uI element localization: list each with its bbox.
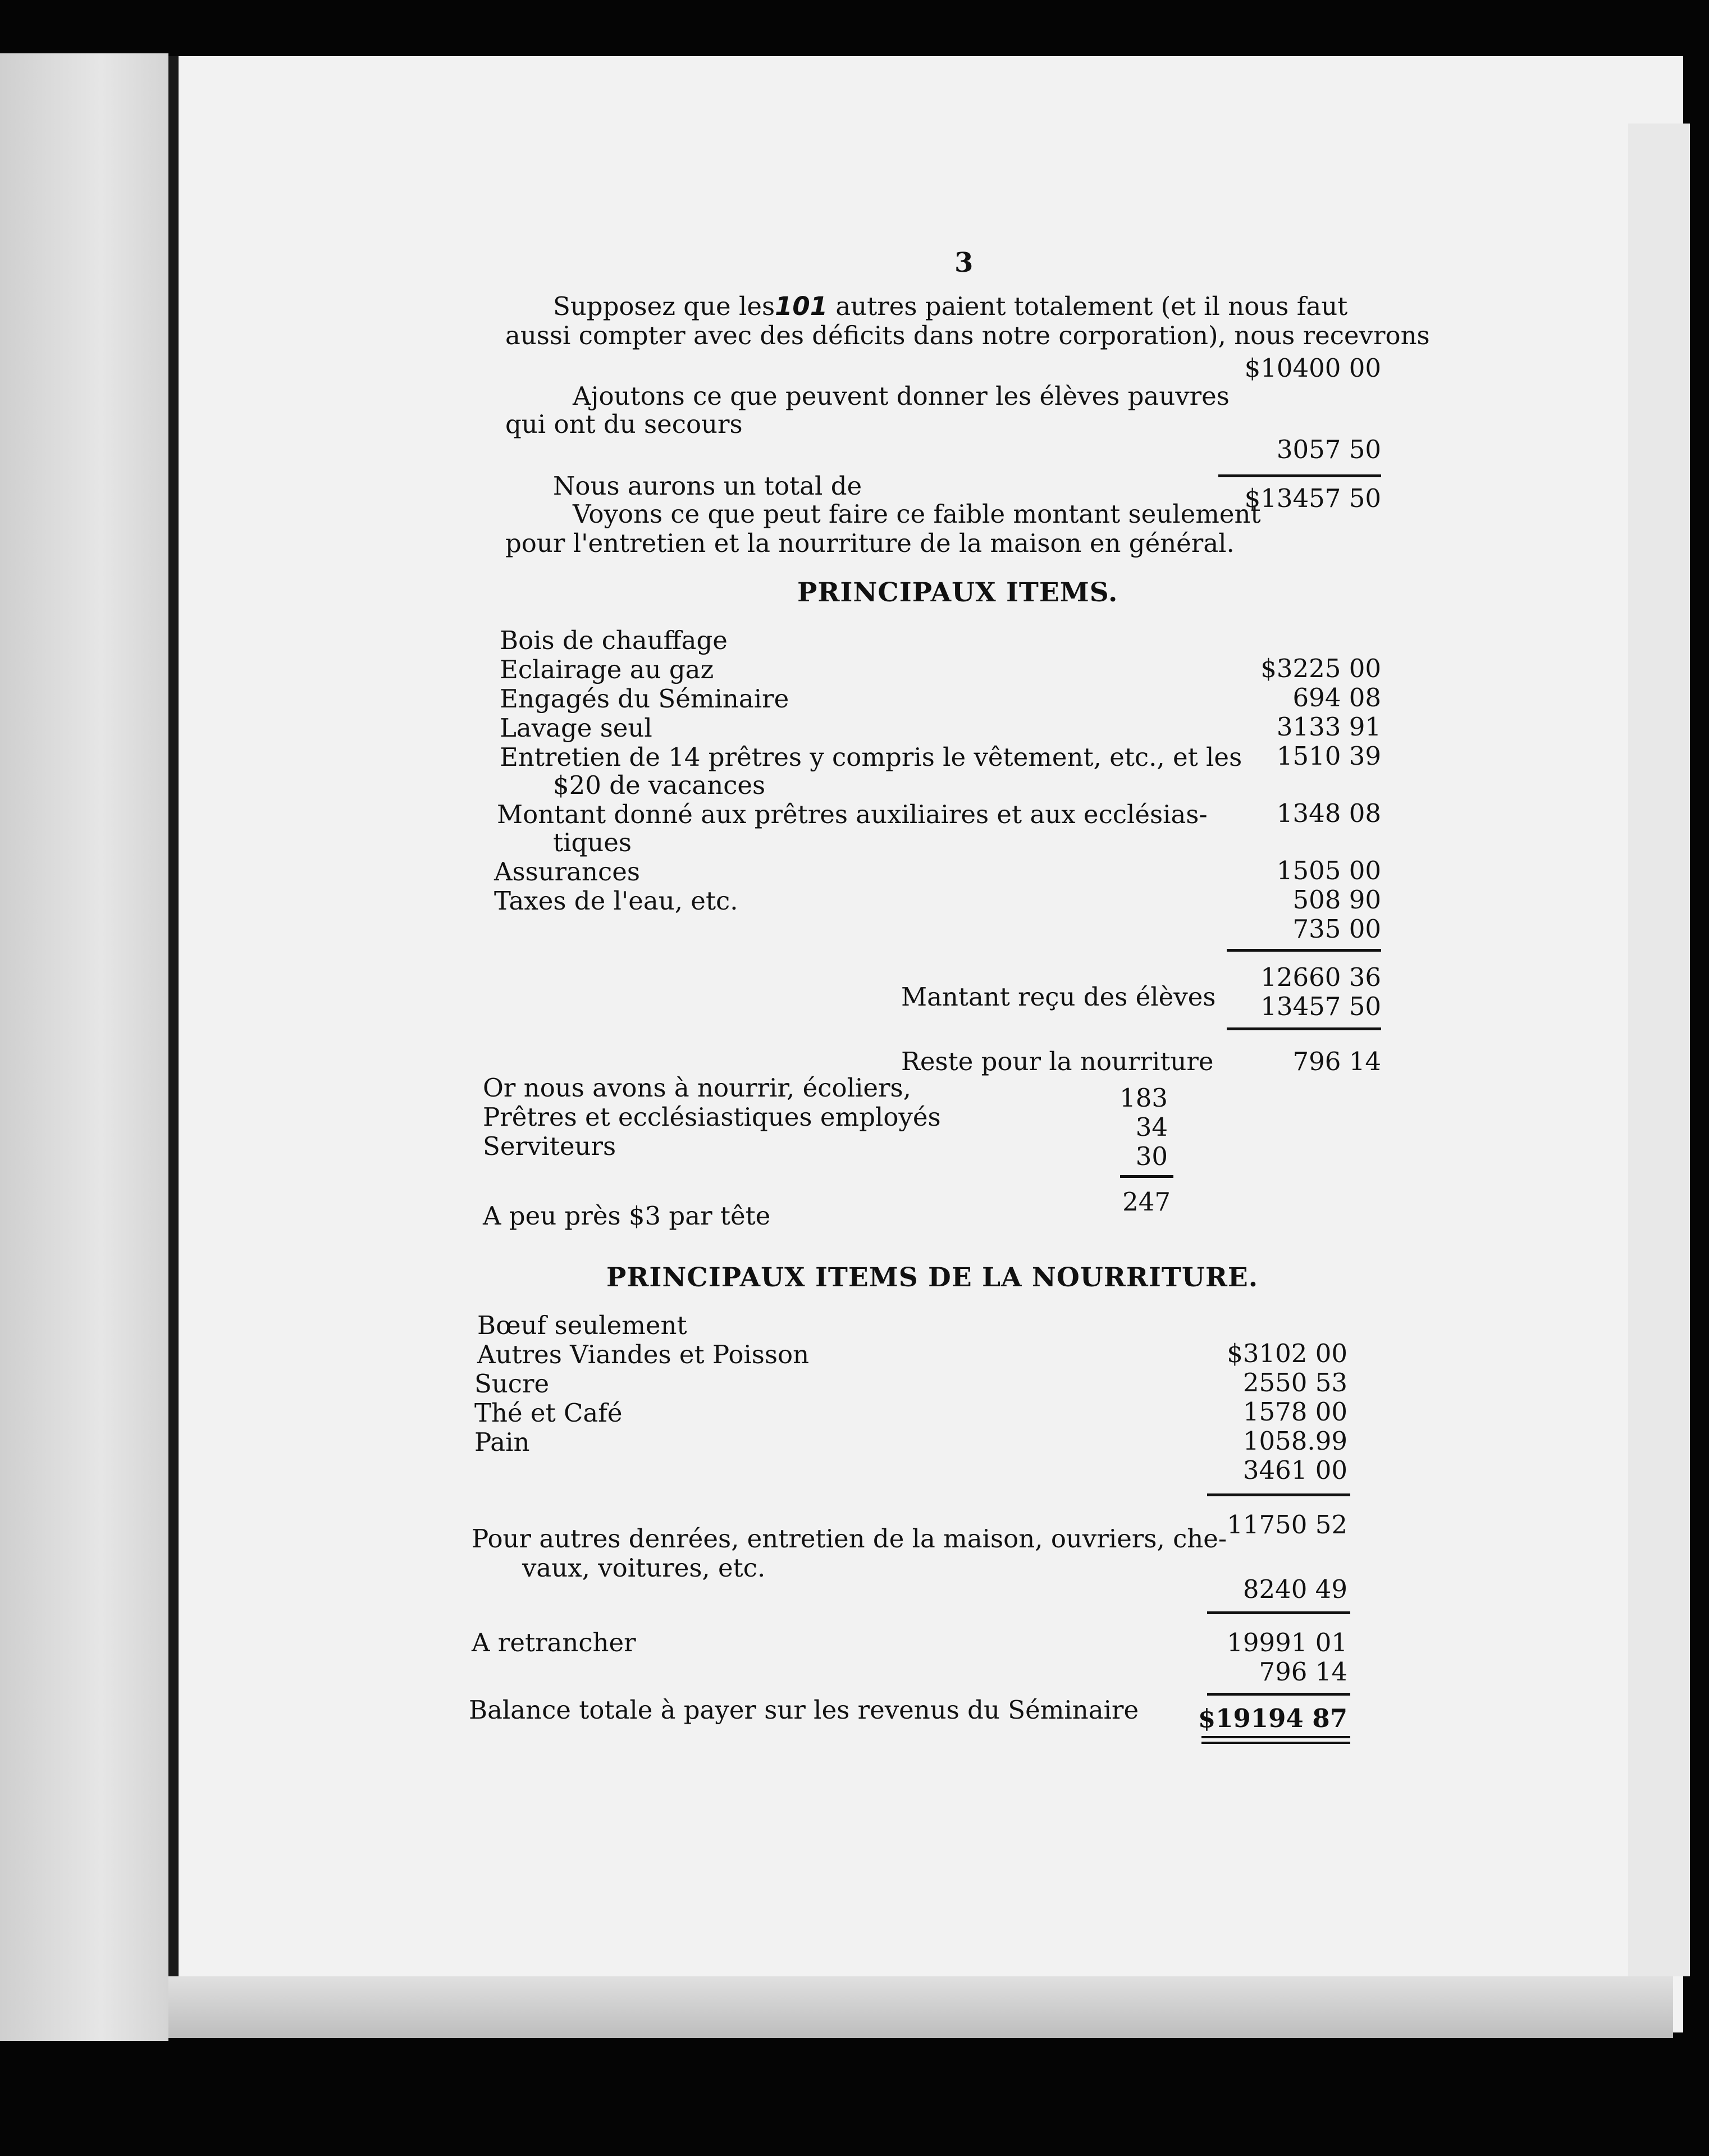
other-line-2: vaux, voitures, etc. — [522, 1553, 766, 1583]
intro-line-2: aussi compter avec des déficits dans notre corporation), nous recevrons — [505, 321, 1430, 350]
item-amount: $3225 00 — [1260, 654, 1381, 683]
rest-amount: 796 14 — [1292, 1047, 1381, 1076]
sum-rule — [1227, 1027, 1381, 1030]
food-item-amount: $3102 00 — [1227, 1339, 1347, 1368]
food-item-label: Pain — [474, 1427, 530, 1457]
people-row-count: 34 — [1135, 1112, 1168, 1142]
item-amount: 1505 00 — [1276, 856, 1381, 885]
item-amount: 735 00 — [1292, 914, 1381, 944]
item-label: Eclairage au gaz — [500, 655, 714, 684]
sum-rule — [1207, 1611, 1350, 1614]
food-item-amount: 1058.99 — [1242, 1426, 1347, 1456]
other-line-1: Pour autres denrées, entretien de la maison, ouvriers, che- — [472, 1524, 1227, 1554]
intro-total-label: Nous aurons un total de — [553, 471, 862, 501]
double-rule-top — [1201, 1736, 1350, 1738]
intro-amount-2: 3057 50 — [1276, 435, 1381, 464]
item-amount: 508 90 — [1292, 885, 1381, 915]
sum-rule — [1207, 1493, 1350, 1496]
food-subtotal: 11750 52 — [1227, 1510, 1347, 1540]
intro-p2-line-1: Ajoutons ce que peuvent donner les élèves pauvres — [573, 381, 1230, 411]
item-label: Taxes de l'eau, etc. — [494, 886, 738, 916]
people-intro: Or nous avons à nourrir, écoliers, — [483, 1073, 911, 1103]
handwritten-number: 101 — [775, 291, 828, 321]
intro-line-1 — [553, 292, 1347, 321]
food-item-label: Thé et Café — [474, 1398, 623, 1428]
item-label: Bois de chauffage — [500, 625, 728, 655]
sum-rule — [1227, 949, 1381, 952]
food-item-amount: 2550 53 — [1242, 1368, 1347, 1397]
food-item-label: Autres Viandes et Poisson — [477, 1340, 810, 1369]
item-label-cont: tiques — [553, 828, 632, 857]
page-bottom-edge — [168, 1976, 1673, 2038]
item-label: Assurances — [494, 857, 640, 887]
intro-total-amount: $13457 50 — [1244, 483, 1381, 513]
total-count: 247 — [1122, 1187, 1171, 1217]
intro-text-a: Supposez que les — [553, 291, 775, 321]
intro-p3-line-2: pour l'entretien et la nourriture de la maison en général. — [505, 528, 1235, 558]
item-amount: 3133 91 — [1276, 712, 1381, 742]
intro-p2-line-2: qui ont du secours — [505, 409, 743, 439]
document-page — [168, 56, 1683, 2032]
item-label: Lavage seul — [500, 713, 652, 743]
section1-subtotal: 12660 36 — [1260, 962, 1381, 992]
per-head-note: A peu près $3 par tête — [483, 1201, 771, 1231]
section1-heading: PRINCIPAUX ITEMS. — [797, 577, 1118, 608]
received-amount: 13457 50 — [1260, 992, 1381, 1021]
intro-amount-1: $10400 00 — [1244, 353, 1381, 383]
food-sum: 19991 01 — [1227, 1628, 1347, 1657]
item-label: Montant donné aux prêtres auxiliaires et aux ecclésias- — [497, 800, 1208, 829]
item-label: Entretien de 14 prêtres y compris le vêtement, etc., et les — [500, 742, 1242, 772]
item-amount: 1510 39 — [1276, 741, 1381, 771]
intro-text-b: autres paient totalement (et il nous faut — [835, 291, 1348, 321]
page-right-margin — [1628, 124, 1690, 1976]
double-rule-bottom — [1201, 1742, 1350, 1744]
food-item-label: Sucre — [474, 1369, 550, 1399]
item-amount: 1348 08 — [1276, 798, 1381, 828]
sum-rule — [1207, 1693, 1350, 1696]
people-row-label: Prêtres et ecclésiastiques employés — [483, 1102, 941, 1132]
deduct-label: A retrancher — [472, 1628, 636, 1657]
rest-label: Reste pour la nourriture — [901, 1047, 1214, 1076]
sum-rule — [1218, 474, 1381, 477]
item-label-cont: $20 de vacances — [553, 770, 766, 800]
other-amount: 8240 49 — [1242, 1574, 1347, 1604]
section2-heading: PRINCIPAUX ITEMS DE LA NOURRITURE. — [606, 1262, 1259, 1293]
food-item-amount: 1578 00 — [1242, 1397, 1347, 1427]
balance-amount: $19194 87 — [1198, 1703, 1347, 1733]
food-item-label: Bœuf seulement — [477, 1310, 687, 1340]
received-label: Mantant reçu des élèves — [901, 982, 1216, 1012]
deduct-amount: 796 14 — [1259, 1657, 1347, 1687]
sum-rule — [1120, 1175, 1173, 1178]
item-label: Engagés du Séminaire — [500, 684, 789, 714]
people-row-label: Serviteurs — [483, 1131, 616, 1161]
people-row-count: 30 — [1135, 1141, 1168, 1171]
balance-label: Balance totale à payer sur les revenus du Séminaire — [469, 1695, 1139, 1725]
students-count: 183 — [1119, 1083, 1168, 1113]
item-amount: 694 08 — [1292, 683, 1381, 712]
page-number: 3 — [954, 247, 974, 278]
facing-page-edge — [0, 53, 168, 2041]
food-item-amount: 3461 00 — [1242, 1455, 1347, 1485]
intro-p3-line-1: Voyons ce que peut faire ce faible montant seulement — [573, 499, 1261, 529]
